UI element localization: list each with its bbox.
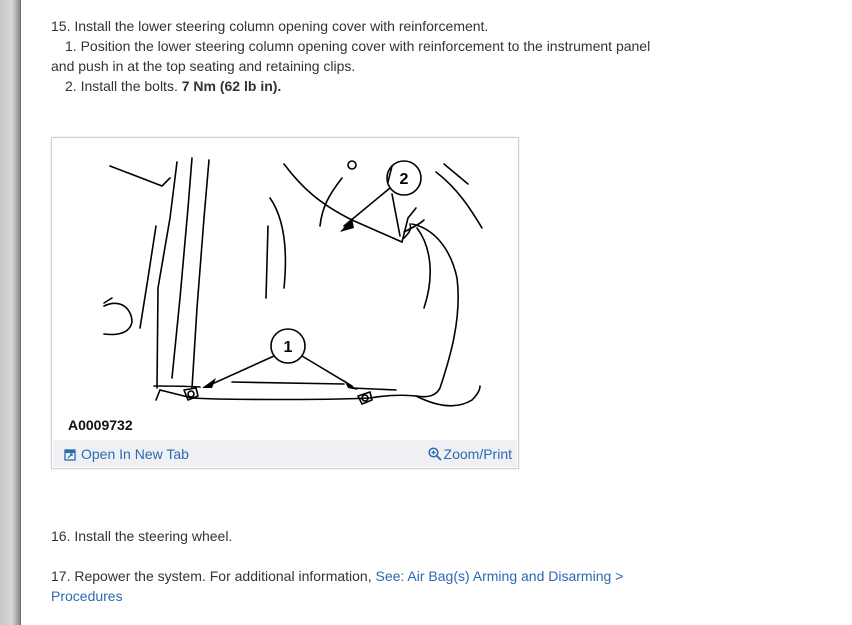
step-15-sub2 bbox=[51, 76, 831, 96]
illustration-figure bbox=[51, 137, 519, 469]
open-new-tab-icon bbox=[64, 449, 76, 461]
zoom-print-label: Zoom/Print bbox=[443, 446, 512, 462]
step-15-sub2-text: 2. Install the bolts. bbox=[65, 78, 182, 94]
instructions-step-15 bbox=[51, 16, 831, 96]
steering-column-cover-diagram bbox=[52, 138, 518, 438]
step-17-text: 17. Repower the system. For additional information, bbox=[51, 568, 376, 584]
callout-1-label: 1 bbox=[283, 339, 293, 356]
figure-toolbar bbox=[53, 440, 517, 467]
instructions-steps-16-17 bbox=[51, 526, 831, 606]
open-in-new-tab-label: Open In New Tab bbox=[81, 446, 189, 462]
step-15-title: 15. Install the lower steering column opening cover with reinforcement. bbox=[51, 18, 489, 34]
step-17 bbox=[51, 566, 831, 586]
zoom-icon bbox=[428, 447, 442, 461]
torque-spec: 7 Nm (62 lb in). bbox=[181, 78, 282, 94]
open-in-new-tab-link[interactable] bbox=[64, 446, 189, 462]
step-17-link-line2 bbox=[51, 586, 831, 606]
step-15-sub1-line2: and push in at the top seating and retaining clips. bbox=[51, 58, 356, 74]
left-window-edge bbox=[0, 0, 21, 625]
callout-2-label: 2 bbox=[399, 171, 409, 188]
zoom-print-link[interactable] bbox=[428, 446, 512, 462]
airbag-procedure-link-continued[interactable]: Procedures bbox=[51, 588, 123, 604]
figure-id: A0009732 bbox=[68, 417, 133, 433]
airbag-procedure-link[interactable]: See: Air Bag(s) Arming and Disarming > bbox=[375, 568, 624, 584]
step-15-sub1-line1: 1. Position the lower steering column opening cover with reinforcement to the instrument panel bbox=[65, 38, 651, 54]
step-16-title: 16. Install the steering wheel. bbox=[51, 528, 233, 544]
